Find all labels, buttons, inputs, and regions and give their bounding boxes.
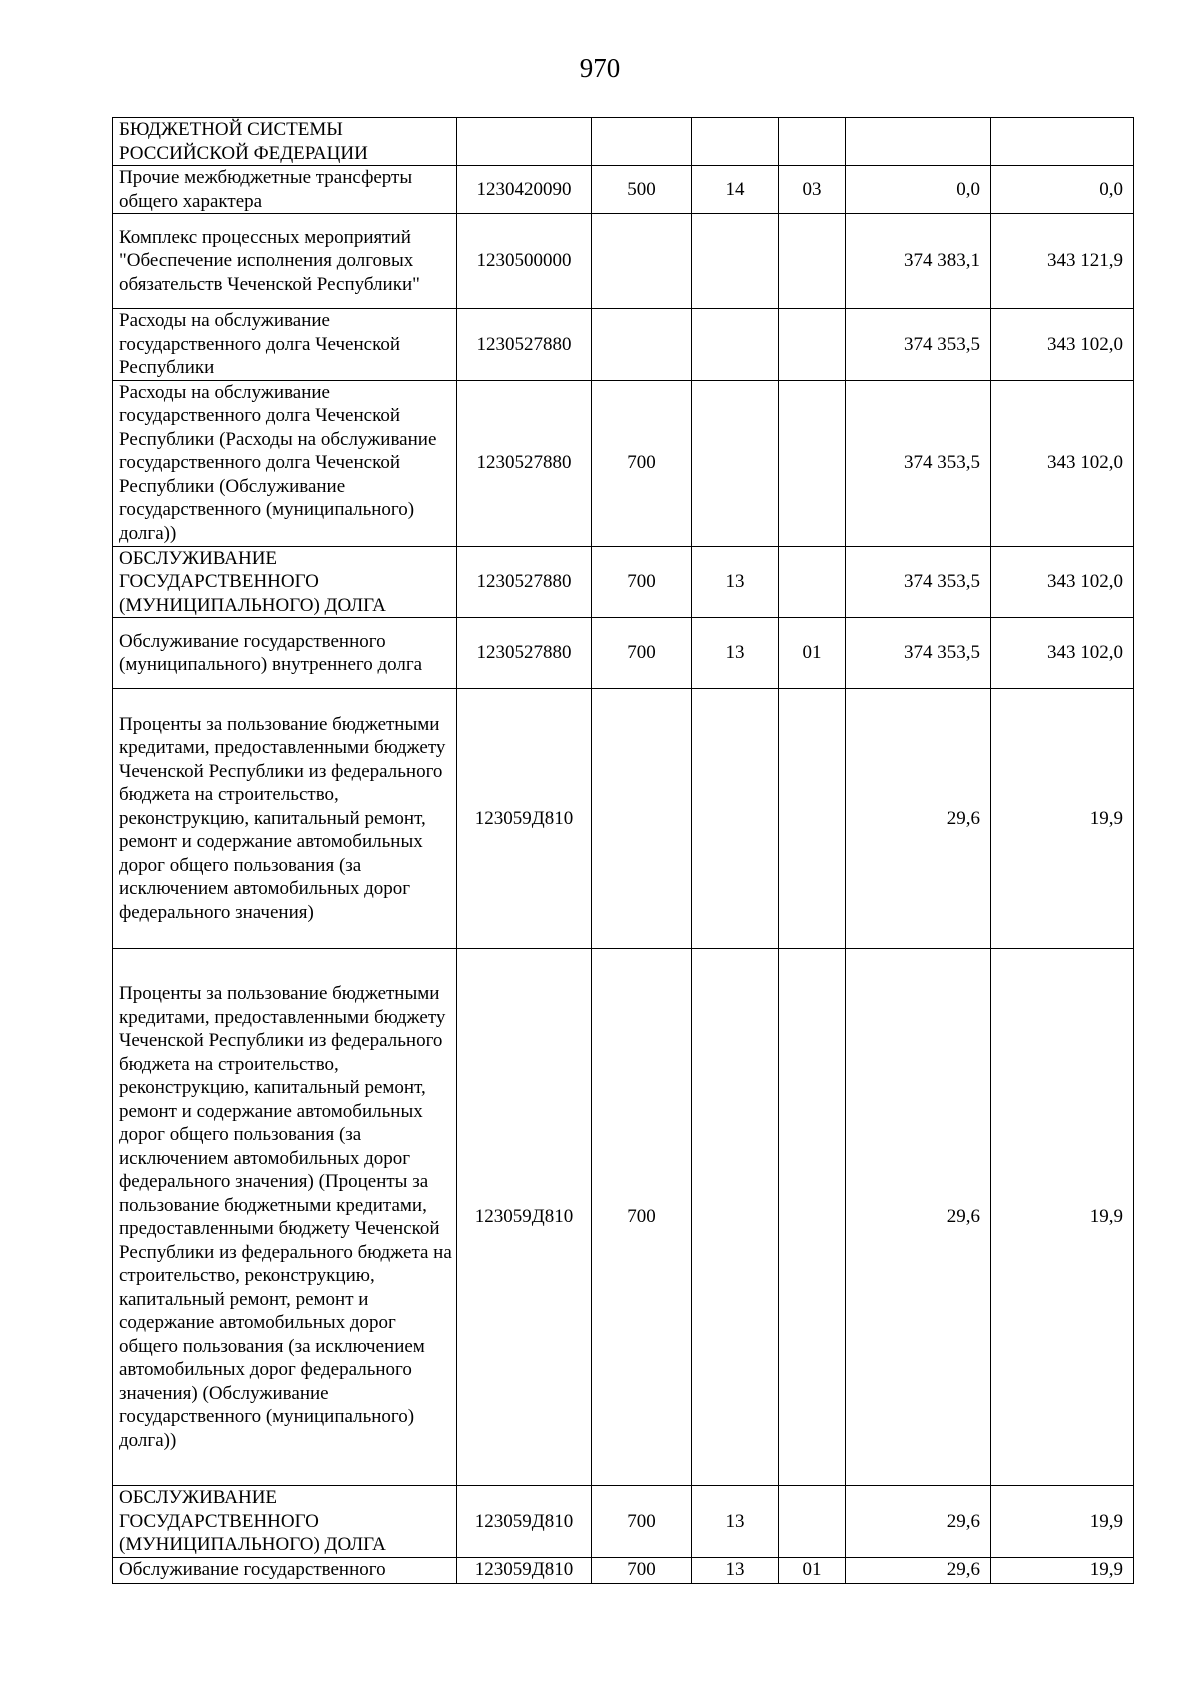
row-vr-code: 700: [592, 1557, 692, 1583]
row-rz-code: [692, 309, 779, 381]
table-row: [113, 1557, 1134, 1583]
row-sum-1: [846, 118, 991, 166]
row-vr-code: 500: [592, 166, 692, 214]
table-row: [113, 1486, 1134, 1558]
row-sum-1: 0,0: [846, 166, 991, 214]
row-pr-code: [779, 214, 846, 309]
row-sum-1: 29,6: [846, 1557, 991, 1583]
row-rz-code: 13: [692, 618, 779, 689]
row-name: Расходы на обслуживание государственного долга Чеченской Республики: [113, 309, 457, 381]
row-name: Прочие межбюджетные трансферты общего характера: [113, 166, 457, 214]
row-name: Комплекс процессных мероприятий "Обеспечение исполнения долговых обязательств Чеченской Республики": [113, 214, 457, 309]
table-row: [113, 380, 1134, 546]
row-sum-2: 343 121,9: [991, 214, 1134, 309]
row-sum-1: 374 353,5: [846, 618, 991, 689]
row-rz-code: 13: [692, 546, 779, 618]
row-sum-1: 374 353,5: [846, 380, 991, 546]
row-sum-1: 29,6: [846, 689, 991, 949]
row-vr-code: 700: [592, 546, 692, 618]
table-row: [113, 618, 1134, 689]
row-pr-code: [779, 689, 846, 949]
row-pr-code: [779, 309, 846, 381]
row-vr-code: [592, 214, 692, 309]
row-sum-2: 19,9: [991, 1486, 1134, 1558]
table-row: [113, 118, 1134, 166]
row-pr-code: [779, 949, 846, 1486]
row-vr-code: [592, 118, 692, 166]
row-name: Обслуживание государственного: [113, 1557, 457, 1583]
row-pr-code: [779, 546, 846, 618]
row-csr-code: 1230527880: [457, 309, 592, 381]
row-pr-code: [779, 380, 846, 546]
row-name: ОБСЛУЖИВАНИЕ ГОСУДАРСТВЕННОГО (МУНИЦИПАЛЬНОГО) ДОЛГА: [113, 1486, 457, 1558]
row-vr-code: 700: [592, 949, 692, 1486]
row-sum-2: 19,9: [991, 949, 1134, 1486]
row-name: Обслуживание государственного (муниципального) внутреннего долга: [113, 618, 457, 689]
table-row: [113, 166, 1134, 214]
row-sum-2: 0,0: [991, 166, 1134, 214]
row-sum-2: 343 102,0: [991, 380, 1134, 546]
row-csr-code: 123059Д810: [457, 689, 592, 949]
row-sum-2: 19,9: [991, 1557, 1134, 1583]
table-row: [113, 689, 1134, 949]
row-csr-code: 123059Д810: [457, 1486, 592, 1558]
table-row: [113, 214, 1134, 309]
row-vr-code: [592, 309, 692, 381]
row-pr-code: 01: [779, 1557, 846, 1583]
page-number: 970: [579, 53, 621, 83]
row-name: ОБСЛУЖИВАНИЕ ГОСУДАРСТВЕННОГО (МУНИЦИПАЛЬНОГО) ДОЛГА: [113, 546, 457, 618]
row-rz-code: 13: [692, 1486, 779, 1558]
row-vr-code: 700: [592, 1486, 692, 1558]
row-csr-code: 1230527880: [457, 546, 592, 618]
row-sum-2: 19,9: [991, 689, 1134, 949]
row-pr-code: 03: [779, 166, 846, 214]
table-row: [113, 546, 1134, 618]
row-sum-1: 374 383,1: [846, 214, 991, 309]
row-sum-1: 374 353,5: [846, 546, 991, 618]
row-vr-code: 700: [592, 618, 692, 689]
table-row: [113, 949, 1134, 1486]
row-pr-code: [779, 118, 846, 166]
row-sum-2: 343 102,0: [991, 309, 1134, 381]
row-pr-code: 01: [779, 618, 846, 689]
row-csr-code: 1230500000: [457, 214, 592, 309]
row-rz-code: [692, 689, 779, 949]
row-csr-code: 1230420090: [457, 166, 592, 214]
row-csr-code: [457, 118, 592, 166]
row-sum-2: 343 102,0: [991, 546, 1134, 618]
row-rz-code: [692, 214, 779, 309]
row-sum-2: [991, 118, 1134, 166]
row-sum-2: 343 102,0: [991, 618, 1134, 689]
row-csr-code: 1230527880: [457, 618, 592, 689]
row-sum-1: 29,6: [846, 1486, 991, 1558]
row-csr-code: 1230527880: [457, 380, 592, 546]
row-vr-code: 700: [592, 380, 692, 546]
row-sum-1: 374 353,5: [846, 309, 991, 381]
row-csr-code: 123059Д810: [457, 1557, 592, 1583]
row-rz-code: 13: [692, 1557, 779, 1583]
table-row: [113, 309, 1134, 381]
row-rz-code: 14: [692, 166, 779, 214]
budget-table: [112, 117, 1134, 1584]
row-rz-code: [692, 118, 779, 166]
row-rz-code: [692, 380, 779, 546]
row-pr-code: [779, 1486, 846, 1558]
row-name: Проценты за пользование бюджетными кредитами, предоставленными бюджету Чеченской Республики из федерального бюджета на строительство, реконструкцию, капитальный ремонт, ремонт и содержание автомобильных дорог общего пользования (за исключением автомобильных дорог федерального значения) (Проценты за пользование бюджетными кредитами, предоставленными бюджету Чеченской Республики из федерального бюджета на строительство, реконструкцию, капитальный ремонт, ремонт и содержание автомобильных дорог общего пользования (за исключением автомобильных дорог федерального значения) (Обслуживание государственного (муниципального) долга)): [113, 949, 457, 1486]
row-rz-code: [692, 949, 779, 1486]
row-vr-code: [592, 689, 692, 949]
row-csr-code: 123059Д810: [457, 949, 592, 1486]
row-sum-1: 29,6: [846, 949, 991, 1486]
row-name: Проценты за пользование бюджетными кредитами, предоставленными бюджету Чеченской Республики из федерального бюджета на строительство, реконструкцию, капитальный ремонт, ремонт и содержание автомобильных дорог общего пользования (за исключением автомобильных дорог федерального значения): [113, 689, 457, 949]
row-name: Расходы на обслуживание государственного долга Чеченской Республики (Расходы на обслуживание государственного долга Чеченской Республики (Обслуживание государственного (муниципального) долга)): [113, 380, 457, 546]
row-name: БЮДЖЕТНОЙ СИСТЕМЫ РОССИЙСКОЙ ФЕДЕРАЦИИ: [113, 118, 457, 166]
